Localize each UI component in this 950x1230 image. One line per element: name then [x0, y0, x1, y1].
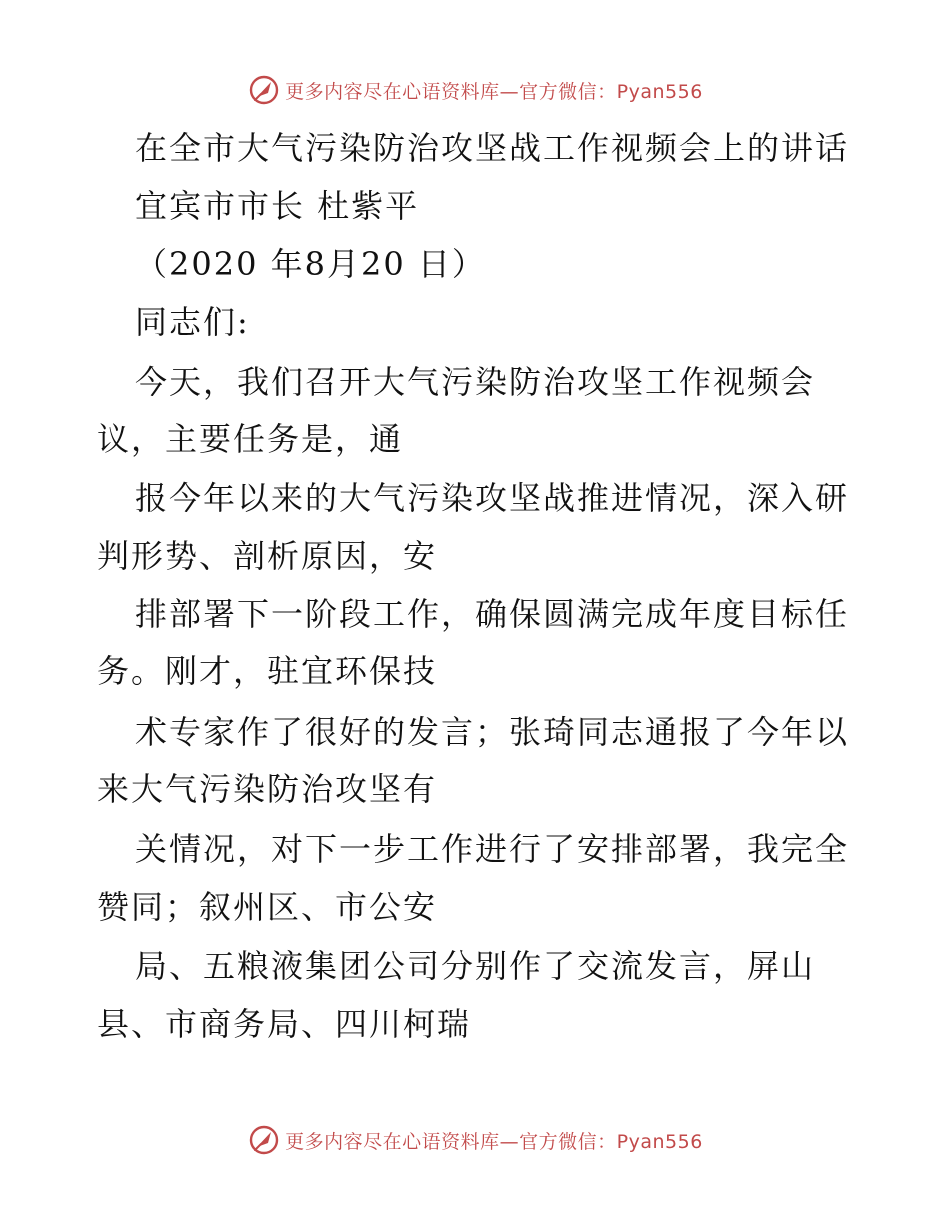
paragraph-line: 判形势、剖析原因，安 — [97, 537, 438, 575]
paragraph-line: 报今年以来的大气污染攻坚战推进情况，深入研 — [135, 479, 850, 517]
paragraph-line: 术专家作了很好的发言；张琦同志通报了今年以 — [135, 713, 850, 751]
salutation: 同志们: — [135, 303, 250, 341]
footer-watermark — [0, 1120, 950, 1160]
paragraph-line: 排部署下一阶段工作，确保圆满完成年度目标任 — [135, 595, 850, 633]
paragraph-line: 议，主要任务是，通 — [97, 420, 404, 458]
paragraph-line: 赞同；叙州区、市公安 — [97, 888, 438, 926]
watermark-text: 更多内容尽在心语资料库—官方微信：Pyan556 — [285, 1130, 703, 1153]
watermark-text: 更多内容尽在心语资料库—官方微信：Pyan556 — [285, 80, 703, 103]
paragraph-line: 来大气污染防治攻坚有 — [97, 770, 438, 808]
header-watermark — [0, 70, 950, 110]
speaker-line: 宜宾市市长 杜紫平 — [135, 187, 420, 225]
quill-logo-icon — [247, 1123, 281, 1157]
paragraph-line: 局、五粮液集团公司分别作了交流发言，屏山 — [135, 947, 816, 985]
quill-logo-icon — [247, 73, 281, 107]
paragraph-line: 县、市商务局、四川柯瑞 — [97, 1005, 472, 1043]
paragraph-line: 今天，我们召开大气污染防治攻坚工作视频会 — [135, 363, 816, 401]
date-line: （2020 年8月20 日） — [135, 245, 486, 283]
paragraph-line: 关情况，对下一步工作进行了安排部署，我完全 — [135, 830, 850, 868]
paragraph-line: 务。刚才，驻宜环保技 — [97, 652, 438, 690]
document-title: 在全市大气污染防治攻坚战工作视频会上的讲话 — [135, 129, 850, 167]
